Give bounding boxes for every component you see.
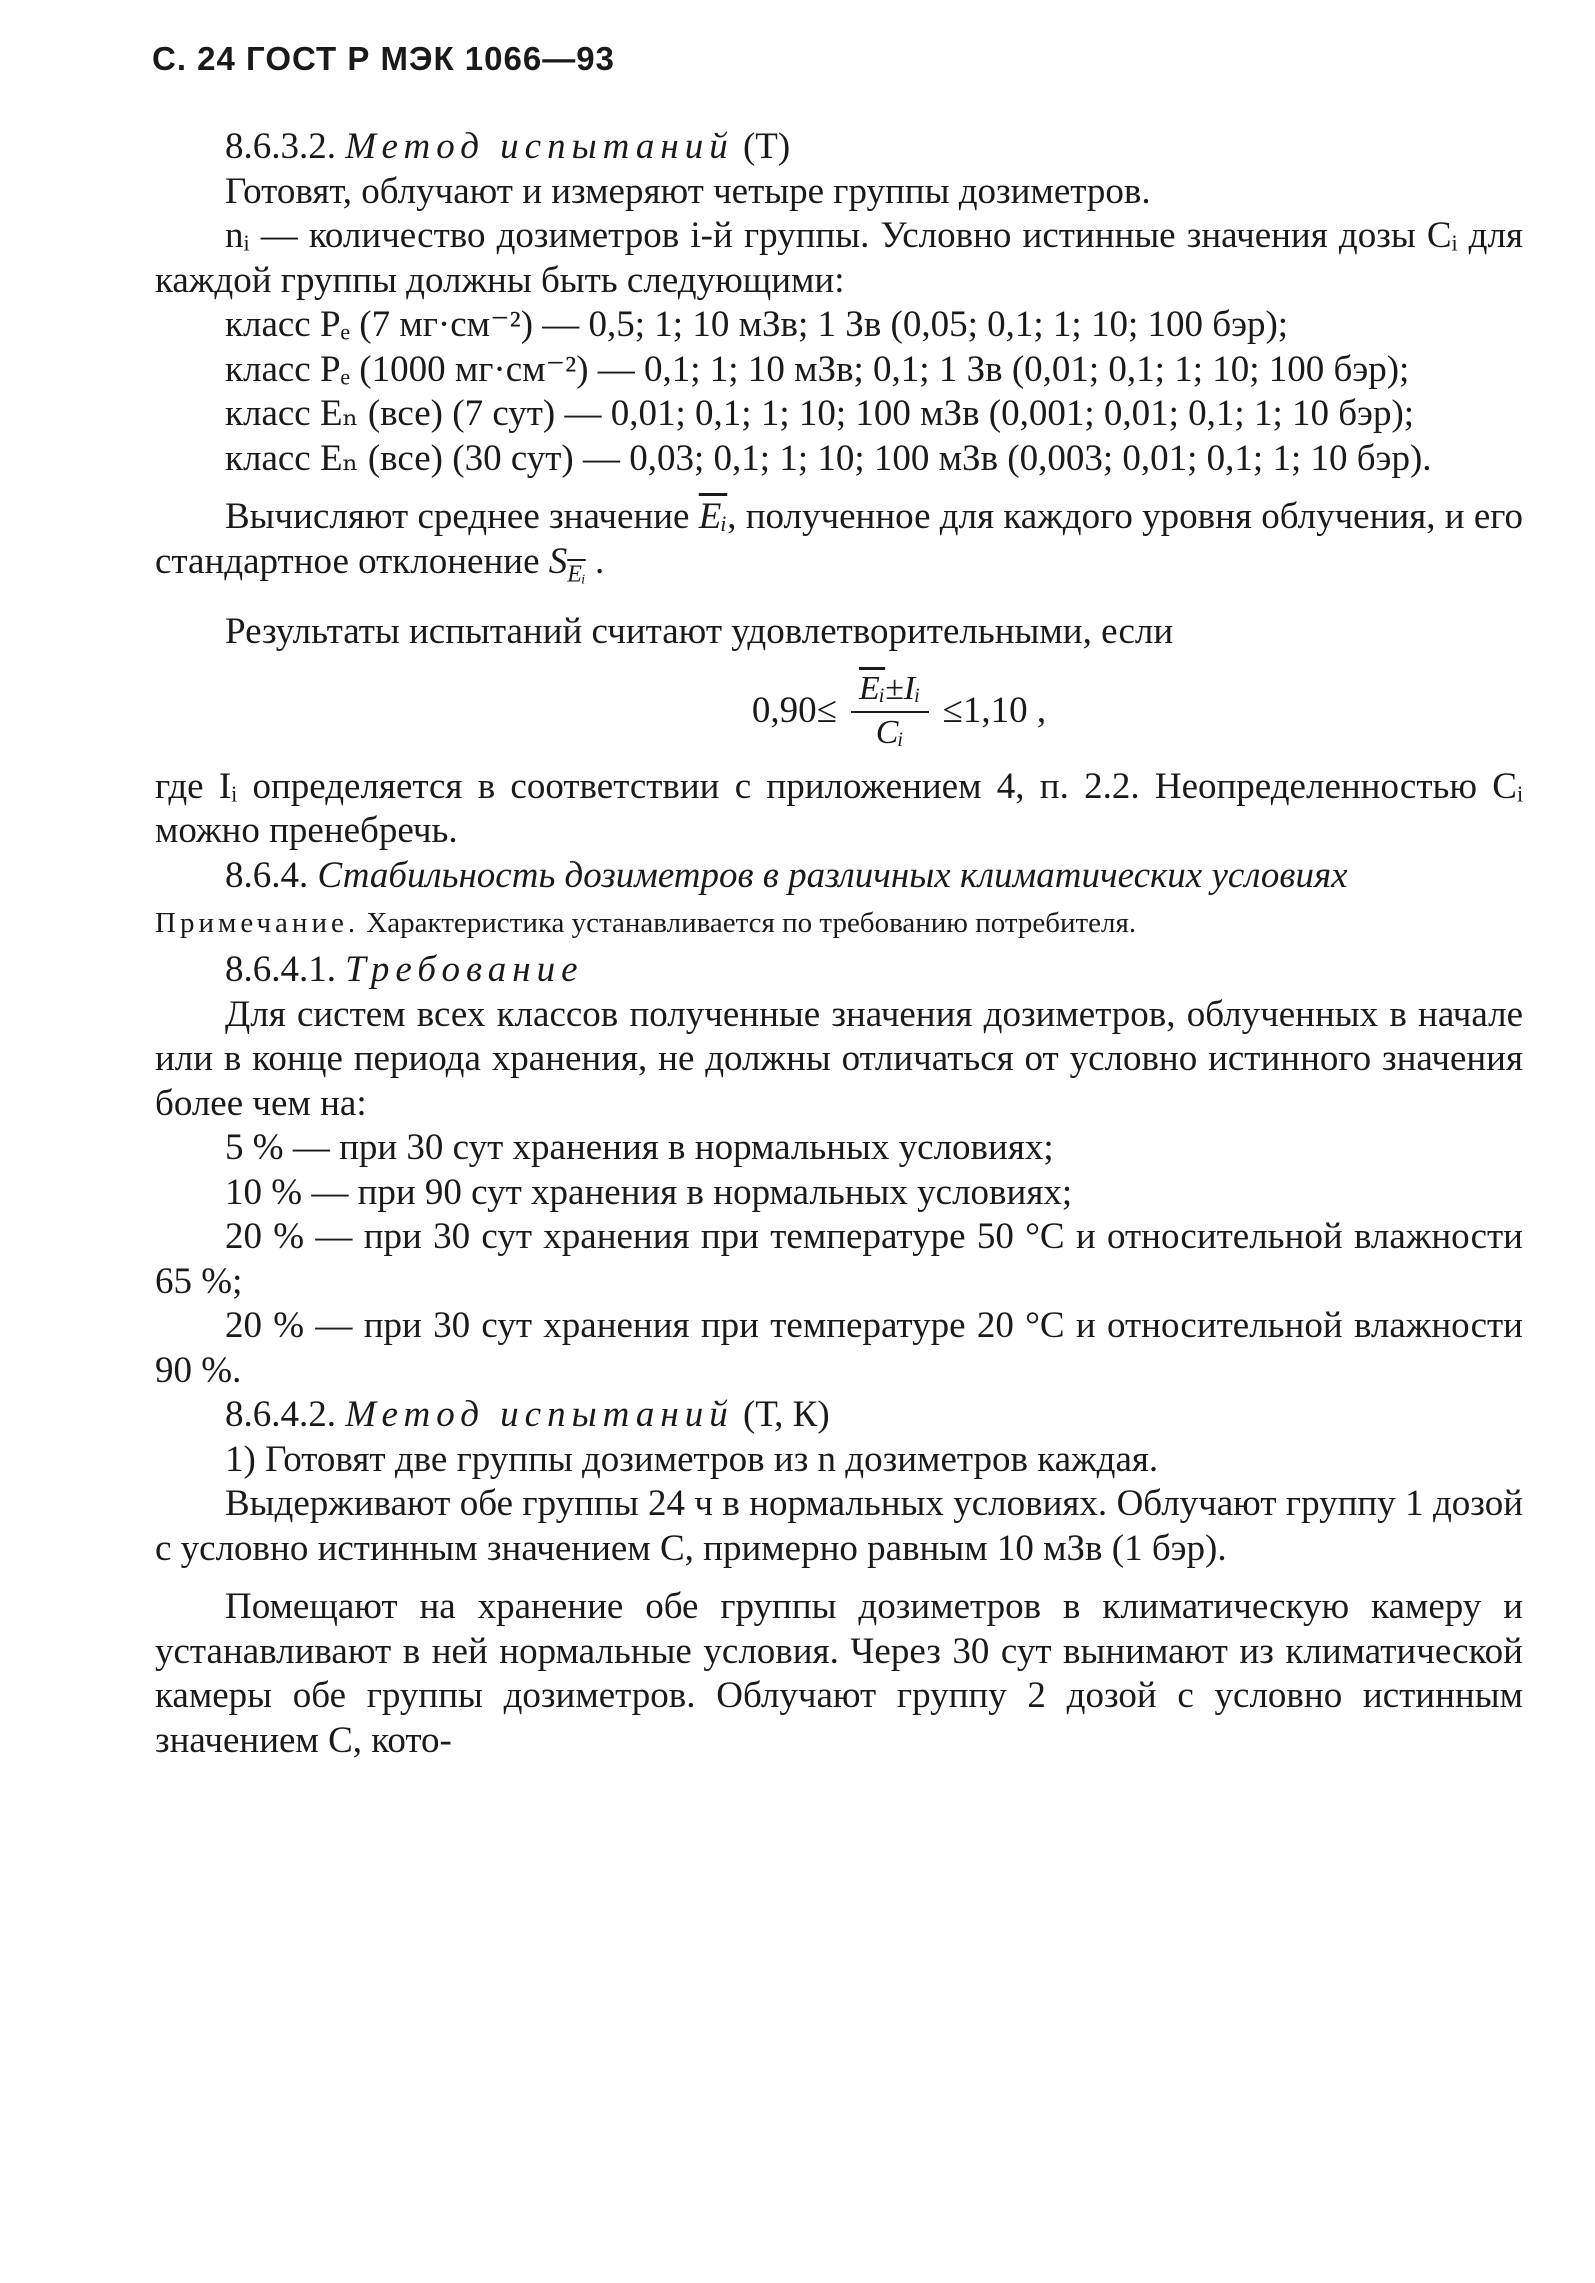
section-number: 8.6.4. (225, 854, 309, 896)
mean-symbol: $\overline{Eᵢ}$ (698, 496, 728, 537)
paragraph: Помещают на хранение обе группы дозиметров в климатическую камеру и устанавливают в ней нормальные условия. Через 30 сут вынимают из климатической камеры обе группы дозиметров. Облучают группу 2 дозой с условно истинным значением C, кото- (155, 1586, 1523, 1761)
section-number: 8.6.4.1. (225, 949, 336, 991)
section-heading-8642 (155, 1393, 1523, 1438)
paragraph: nᵢ — количество дозиметров i-й группы. Условно истинные значения дозы Cᵢ для каждой группы должны быть следующими: (155, 215, 1523, 301)
list-item: 5 % — при 30 сут хранения в нормальных условиях; (225, 1127, 1054, 1169)
formula-numerator (851, 669, 929, 713)
list-item: класс Pₑ (7 мг·см⁻²) — 0,5; 1; 10 мЗв; 1 Зв (0,05; 0,1; 1; 10; 100 бэр); (225, 304, 1289, 345)
section-heading-8632 (155, 125, 1523, 170)
list-item: 10 % — при 90 сут хранения в нормальных условиях; (225, 1171, 1073, 1213)
list-item: класс Eₙ (все) (30 сут) — 0,03; 0,1; 1; 10; 100 мЗв (0,003; 0,01; 0,1; 1; 10 бэр). (225, 437, 1432, 479)
paragraph: 1) Готовят две группы дозиметров из n дозиметров каждая. (225, 1438, 1159, 1480)
section-suffix: (Т, К) (742, 1394, 830, 1436)
section-title: Метод испытаний (345, 126, 734, 167)
formula-uncertainty: ±Iᵢ (885, 669, 921, 707)
paragraph: Готовят, облучают и измеряют четыре группы дозиметров. (225, 170, 1151, 212)
list-item: класс Pₑ (1000 мг·см⁻²) — 0,1; 1; 10 мЗв; 0,1; 1 Зв (0,01; 0,1; 1; 10; 100 бэр); (225, 348, 1410, 390)
acceptance-formula (155, 661, 1523, 761)
note-label: Примечание. (155, 907, 360, 940)
formula-right: ≤1,10 , (942, 689, 1047, 731)
text-run: . (585, 540, 605, 582)
paragraph: где Iᵢ определяется в соответствии с приложением 4, п. 2.2. Неопределенностью Cᵢ можно пренебречь. (155, 765, 1523, 852)
section-number: 8.6.3.2. (225, 126, 336, 167)
std-dev-symbol: S (548, 540, 568, 582)
paragraph: Выдерживают обе группы 24 ч в нормальных условиях. Облучают группу 1 дозой с условно истинным значением C, примерно равным 10 мЗв (1 бэр). (155, 1483, 1523, 1569)
section-heading-864 (155, 854, 1523, 899)
section-number: 8.6.4.2. (225, 1394, 336, 1436)
section-title: Метод испытаний (345, 1394, 734, 1436)
running-header: С. 24 ГОСТ Р МЭК 1066—93 (152, 40, 615, 77)
text-run: , полученное для каждого уровня облучения, и его стандартное отклонение (155, 496, 1524, 582)
section-suffix: (Т) (742, 126, 791, 167)
paragraph: Для систем всех классов полученные значения дозиметров, облученных в начале или в конце периода хранения, не должны отличаться от условно истинного значения более чем на: (155, 993, 1523, 1124)
note (155, 906, 1523, 940)
note-text: Характеристика устанавливается по требованию потребителя. (366, 907, 1137, 940)
section-title: Требование (345, 949, 584, 991)
list-item: 20 % — при 30 сут хранения при температуре 50 °С и относительной влажности 65 %; (155, 1216, 1523, 1302)
formula-fraction (851, 669, 929, 753)
document-body (155, 125, 1523, 1763)
paragraph: Результаты испытаний считают удовлетворительными, если (225, 611, 1174, 653)
paragraph (155, 495, 1523, 596)
text-run: Вычисляют среднее значение (225, 496, 699, 537)
std-dev-subscript: Eᵢ (567, 560, 586, 587)
formula-denominator: Cᵢ (875, 713, 904, 751)
formula-left: 0,90≤ (751, 689, 837, 731)
formula-mean: $\overline{Eᵢ}$ (858, 669, 886, 707)
list-item: класс Eₙ (все) (7 сут) — 0,01; 0,1; 1; 10; 100 мЗв (0,001; 0,01; 0,1; 1; 10 бэр); (225, 393, 1415, 434)
section-heading-8641 (155, 948, 1523, 993)
list-item: 20 % — при 30 сут хранения при температуре 20 °С и относительной влажности 90 %. (155, 1305, 1523, 1391)
section-title: Стабильность дозиметров в различных климатических условиях (317, 854, 1348, 896)
